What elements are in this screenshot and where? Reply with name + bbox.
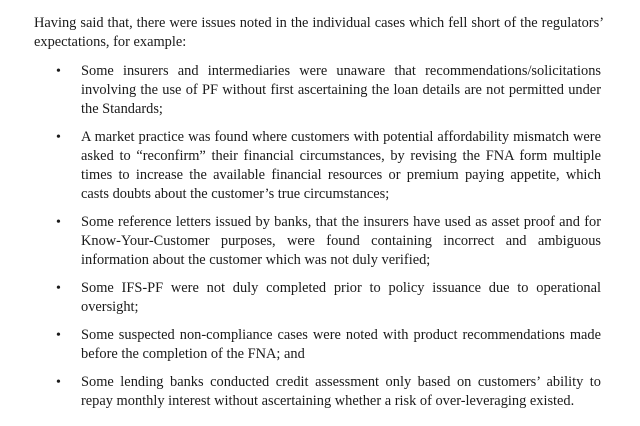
bullet-item-1 — [0, 62, 640, 119]
bullet-icon: • — [56, 130, 61, 145]
bullet-text: Some reference letters issued by banks, that the insurers have used as asset proof and for Know-Your-Customer purposes, were found containing incorrect and ambiguous information about the customer which was not duly verified; — [81, 214, 601, 268]
bullet-icon: • — [56, 215, 61, 230]
bullet-icon: • — [56, 281, 61, 296]
bullet-item-3 — [0, 213, 640, 270]
bullet-item-4 — [0, 279, 640, 317]
intro-paragraph: Having said that, there were issues noted in the individual cases which fell short of the regulators’ expectations, for example: — [34, 15, 604, 50]
bullet-item-6 — [0, 373, 640, 411]
bullet-text: Some lending banks conducted credit assessment only based on customers’ ability to repay monthly interest without ascertaining whether a risk of over-leveraging existed. — [81, 374, 601, 409]
issues-bullet-list — [0, 62, 640, 420]
bullet-text: Some insurers and intermediaries were unaware that recommendations/solicitations involving the use of PF without first ascertaining the loan details are not permitted under the Standards; — [81, 63, 601, 117]
bullet-item-5 — [0, 326, 640, 364]
bullet-text: Some IFS-PF were not duly completed prior to policy issuance due to operational oversight; — [81, 280, 601, 315]
bullet-text: A market practice was found where customers with potential affordability mismatch were asked to “reconfirm” their financial circumstances, by revising the FNA form multiple times to increase the available financial resources or premium paying appetite, which casts doubts about the customer’s true circumstances; — [81, 129, 601, 202]
bullet-icon: • — [56, 328, 61, 343]
bullet-icon: • — [56, 64, 61, 79]
bullet-item-2 — [0, 128, 640, 204]
bullet-text: Some suspected non-compliance cases were noted with product recommendations made before the completion of the FNA; and — [81, 327, 601, 362]
bullet-icon: • — [56, 375, 61, 390]
